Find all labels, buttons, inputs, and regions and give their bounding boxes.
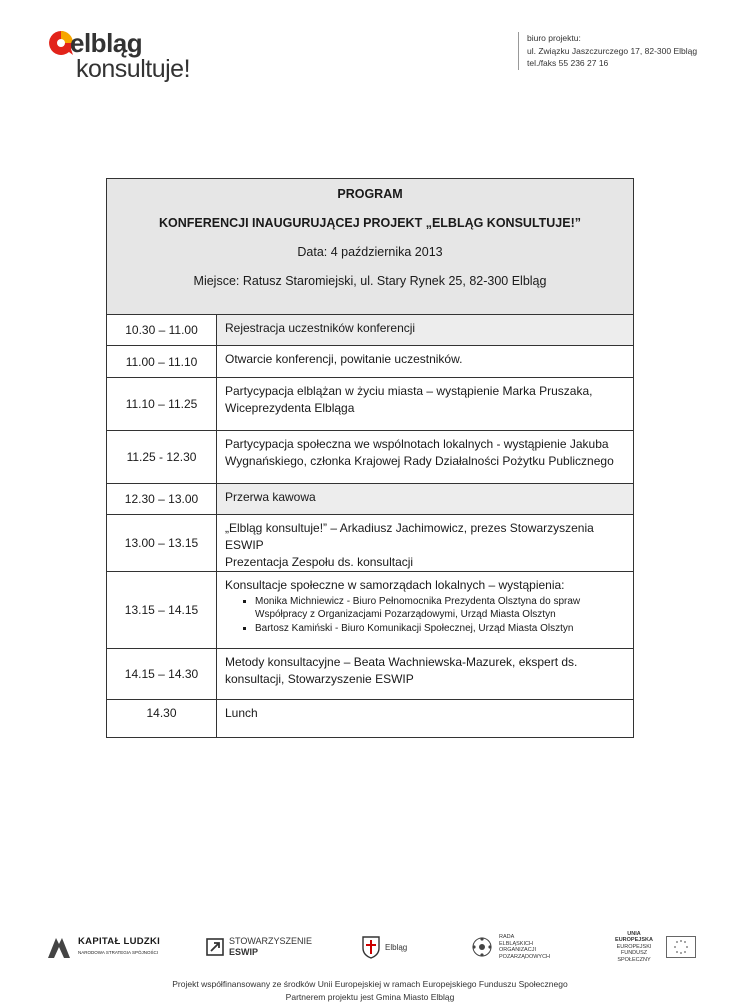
eswip-logo: [206, 928, 312, 966]
agenda-desc: [217, 378, 633, 430]
office-address: ul. Związku Jaszczurczego 17, 82-300 Elbląg: [527, 45, 698, 56]
agenda-row: [107, 315, 633, 346]
agenda-row: [107, 700, 633, 737]
agenda-time: 11.25 - 12.30: [107, 431, 217, 483]
sponsor-logos: [36, 928, 704, 968]
footer-line2: Partnerem projektu jest Gmina Miasto Elbląg: [285, 991, 455, 1002]
speaker-item: ▪ Monika Michniewicz - Biuro Pełnomocnika Prezydenta Olsztyna do spraw Współpracy z Organizacjami Pozarządowymi, Urząd Miasta Olsztyn: [255, 595, 625, 621]
agenda-row: [107, 515, 633, 572]
crest-icon: [361, 935, 381, 959]
kl-title: KAPITAŁ LUDZKI: [78, 935, 161, 947]
elblag-label: Elbląg: [385, 942, 408, 952]
speaker-list: [225, 595, 625, 635]
logo-word-konsultuje: konsultuje!: [76, 55, 191, 83]
program-table: [106, 178, 634, 738]
ue-line3: FUNDUSZ SPOŁECZNY: [617, 950, 651, 963]
project-office-info: [518, 32, 727, 70]
agenda-line: Metody konsultacyjne – Beata Wachniewska-Mazurek, ekspert ds.: [225, 655, 578, 669]
agenda-row: [107, 346, 633, 378]
agenda-line: „Elbląg konsultuje!” – Arkadiusz Jachimowicz, prezes Stowarzyszenia ESWIP: [225, 521, 594, 552]
eswip-line1: STOWARZYSZENIE: [229, 936, 313, 946]
program-place: Miejsce: Ratusz Staromiejski, ul. Stary Rynek 25, 82-300 Elbląg: [193, 274, 547, 288]
agenda-time: 13.15 – 14.15: [107, 572, 217, 648]
rada-line: RADA: [499, 934, 515, 940]
eswip-arrow-icon: [206, 938, 224, 956]
agenda-time: 10.30 – 11.00: [107, 315, 217, 345]
program-header: [107, 179, 633, 315]
office-title: biuro projektu:: [527, 33, 581, 43]
agenda-time: 11.10 – 11.25: [107, 378, 217, 430]
kapital-ludzki-logo: [46, 928, 160, 966]
kl-subtitle: NARODOWA STRATEGIA SPÓJNOŚCI: [78, 949, 159, 955]
eu-flag-icon: [666, 936, 696, 958]
kapital-ludzki-icon: [46, 934, 72, 960]
agenda-line: konsultacji, Stowarzyszenie ESWIP: [225, 672, 414, 686]
elblag-crest-logo: [361, 928, 407, 966]
agenda-desc: [217, 431, 633, 483]
footer-text: [0, 978, 740, 1003]
ue-line2: EUROPEJSKI: [616, 943, 652, 950]
agenda-time: 11.00 – 11.10: [107, 346, 217, 377]
agenda-row: [107, 378, 633, 431]
agenda-line: Prezentacja Zespołu ds. konsultacji: [225, 555, 414, 569]
agenda-time: 14.30: [107, 700, 217, 737]
agenda-line: Partycypacja społeczna we wspólnotach lokalnych - wystąpienie Jakuba: [225, 437, 609, 451]
agenda-desc: [217, 649, 633, 699]
elblag-konsultuje-logo: [48, 28, 198, 84]
agenda-line: Wygnańskiego, członka Krajowej Rady Działalności Pożytku Publicznego: [225, 454, 614, 468]
agenda-line: Konsultacje społeczne w samorządach lokalnych – wystąpienia:: [225, 578, 565, 592]
agenda-line: Rejestracja uczestników konferencji: [225, 321, 416, 335]
rada-line: ORGANIZACJI: [499, 947, 536, 953]
program-subtitle: KONFERENCJI INAUGURUJĄCEJ PROJEKT „ELBLĄG KONSULTUJE!”: [158, 216, 582, 230]
agenda-time: 13.00 – 13.15: [107, 515, 217, 571]
rada-logo: [471, 928, 550, 966]
agenda-desc: [217, 346, 633, 377]
agenda-line: Otwarcie konferencji, powitanie uczestników.: [225, 352, 463, 366]
agenda-time: 12.30 – 13.00: [107, 484, 217, 514]
ue-line1: UNIA EUROPEJSKA: [615, 930, 653, 944]
rada-emblem-icon: [471, 936, 493, 958]
eu-logo: [608, 928, 696, 966]
rada-line: POZARZĄDOWYCH: [499, 953, 551, 960]
office-phone: tel./faks 55 236 27 16: [527, 58, 609, 68]
agenda-row: [107, 649, 633, 700]
agenda-desc: [217, 700, 633, 737]
logo-word-elblag: elbląg: [70, 28, 143, 58]
agenda-desc: [217, 515, 633, 571]
agenda-row: [107, 484, 633, 515]
agenda-desc: [217, 315, 633, 345]
agenda-line: Przerwa kawowa: [225, 490, 316, 504]
agenda-time: 14.15 – 14.30: [107, 649, 217, 699]
agenda-row: [107, 431, 633, 484]
program-title: PROGRAM: [337, 187, 403, 201]
speaker-item: ▪ Bartosz Kamiński - Biuro Komunikacji Społecznej, Urząd Miasta Olsztyn: [255, 622, 625, 635]
agenda-line: Lunch: [225, 706, 258, 720]
rada-line: ELBLĄSKICH: [499, 940, 533, 947]
agenda-desc: [217, 572, 633, 648]
agenda-line: Wiceprezydenta Elbląga: [225, 401, 355, 415]
program-date: Data: 4 października 2013: [297, 245, 443, 259]
footer-line1: Projekt współfinansowany ze środków Unii Europejskiej w ramach Europejskiego Funduszu Społecznego: [172, 979, 568, 989]
agenda-desc: [217, 484, 633, 514]
eswip-line2: ESWIP: [229, 947, 259, 957]
agenda-row: [107, 572, 633, 649]
agenda-line: Partycypacja elblążan w życiu miasta – wystąpienie Marka Pruszaka,: [225, 384, 593, 398]
